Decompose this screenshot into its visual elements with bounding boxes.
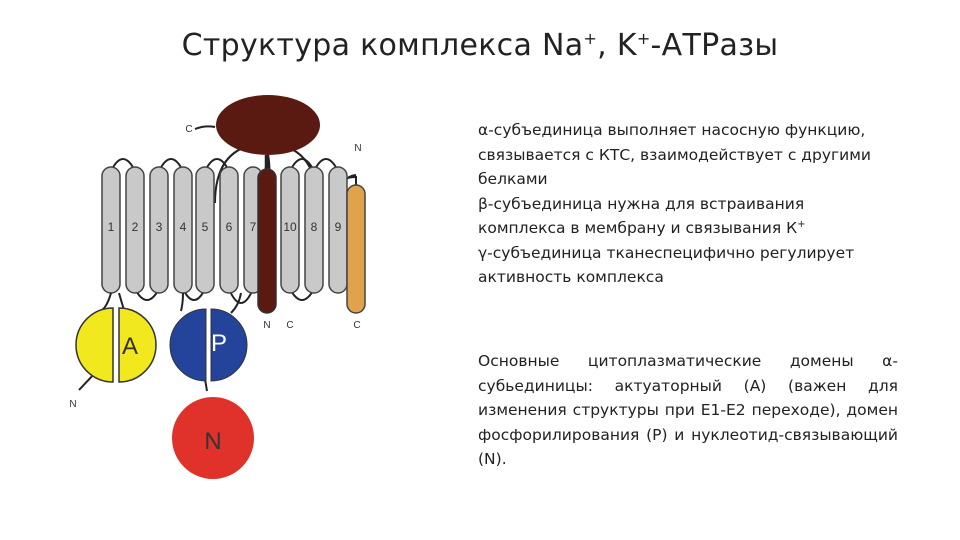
domain-a [76, 308, 156, 382]
helix-number: 1 [107, 220, 115, 234]
na-k-atpase-diagram [55, 85, 385, 505]
subunit-description [478, 118, 898, 290]
gamma-helix [347, 185, 365, 313]
helix-number: 2 [131, 220, 139, 234]
beta-extracellular-domain [216, 95, 320, 155]
helix-number: 5 [201, 220, 209, 234]
page-title: Структура комплекса Na+, K+-АТРазы [181, 28, 779, 63]
helix-number: 9 [334, 220, 342, 234]
domain-n [172, 397, 254, 479]
description-line: белками [478, 170, 548, 188]
helix-number: 8 [310, 220, 318, 234]
helix-number: 6 [225, 220, 233, 234]
description-line: γ-субъединица тканеспецифично регулирует [478, 243, 855, 262]
description-line: β-субъединица нужна для встраивания [478, 194, 805, 213]
beta-transmembrane-helix [258, 169, 276, 313]
domain-a-label: A [121, 333, 139, 360]
description-line: комплекса в мембрану и связывания К+ [478, 218, 806, 237]
helix-number: 3 [155, 220, 163, 234]
alpha-c-terminus-label: C [185, 124, 193, 135]
helix-number: 4 [179, 220, 187, 234]
gamma-n-terminus-label: N [354, 143, 362, 154]
domain-n-label: N [204, 428, 222, 455]
gamma-c-terminus-label: C [353, 320, 361, 331]
helix-number: 7 [249, 220, 257, 234]
beta-c-terminus-label: C [286, 320, 294, 331]
domains-paragraph: Основные цитоплазматические домены α-субьединицы: актуаторный (А) (важен для изменения структуры при Е1-Е2 переходе), домен фосфорилирования (Р) и нуклеотид-связывающий (N). [478, 352, 898, 468]
helix-number: 10 [283, 220, 297, 234]
domain-p-label: P [210, 330, 228, 357]
description-line: α-субъединица выполняет насосную функцию, [478, 121, 866, 139]
alpha-n-terminus-label: N [69, 399, 77, 410]
description-line: связывается с КТС, взаимодействует с другими [478, 145, 871, 164]
domain-p [170, 309, 247, 381]
beta-n-terminus-label: N [263, 320, 271, 331]
description-line: активность комплекса [478, 268, 664, 286]
